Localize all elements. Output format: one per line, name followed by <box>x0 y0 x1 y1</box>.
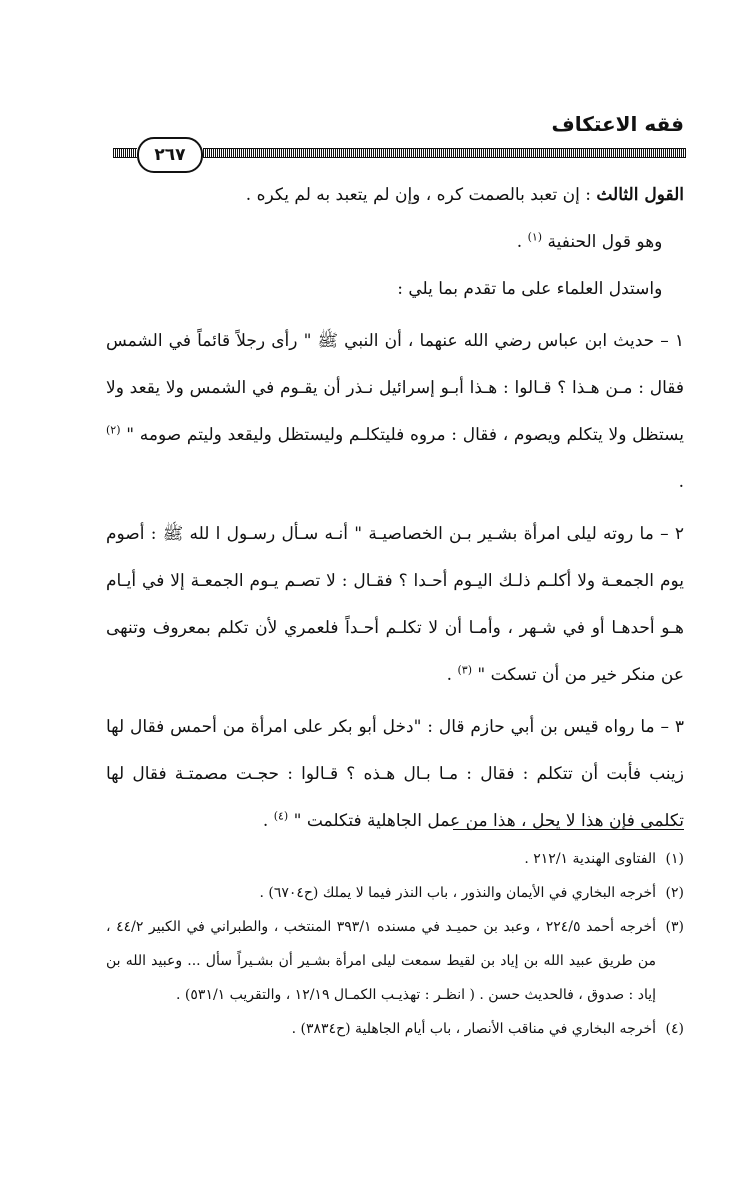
hanafi-paragraph <box>106 219 684 266</box>
evidence-item-end: . <box>262 811 269 831</box>
footnote-2 <box>106 876 684 910</box>
third-opinion-paragraph <box>106 172 684 219</box>
footnote-ref-2: (٢) <box>106 423 121 437</box>
footnote-number: (٤) <box>665 1021 684 1037</box>
evidence-item-1 <box>106 318 684 506</box>
evidence-intro <box>106 266 684 313</box>
evidence-item-3 <box>106 704 684 845</box>
footnote-ref-4: (٤) <box>273 809 289 823</box>
footnote-text: أخرجه البخاري في الأيمان والنذور ، باب النذر فيما لا يملك (ح٦٧٠٤) . <box>259 885 656 901</box>
footnote-number: (٢) <box>665 885 684 901</box>
hanafi-text: وهو قول الحنفية <box>547 232 663 252</box>
footnote-number: (٣) <box>665 919 684 935</box>
evidence-item-text: ٢ – ما روته ليلى امرأة بشـير بـن الخصاصيـة " أنـه سـأل رسـول ا لله ﷺ : أصوم يوم الجمعـة ولا أكلـم ذلـك اليـوم أحـدا ؟ فقـال : لا تصـم يـوم الجمعـة إلا في أيـام هـو أحدهـا أو في شـهر ، وأمـا أن لا تكلـم أحـداً فلعمري لأن تكلم بمعروف وتنهى عن منكر خير من أن تسكت " <box>106 524 684 685</box>
footnote-ref-3: (٣) <box>457 663 472 677</box>
evidence-item-text: ٣ – ما رواه قيس بن أبي حازم قال : "دخل أبو بكر على امرأة من أحمس فقال لها زينب فأبت أن تتكلم : فقال : مـا بـال هـذه ؟ قـالوا : حجـت مصمتـة فقال لها تكلمي فإن هذا لا يحل ، هذا من عمل الجاهلية فتكلمت " <box>106 717 684 831</box>
footnote-text: أخرجه أحمد ٢٢٤/٥ ، وعبد بن حميـد في مسنده ٣٩٣/١ المنتخب ، والطبراني في الكبير ٤٤/٢ ، من طريق عبيد الله بن إياد بن لقيط سمعت ليلى امرأة بشـير أن بشـيراً سأل ... وعبيد الله بن إياد : صدوق ، فالحديث حسن . ( انظـر : تهذيـب الكمـال ١٢/١٩ ، والتقريب ٥٣١/١) . <box>106 919 657 1003</box>
main-text <box>106 172 684 845</box>
running-header-title: فقه الاعتكاف <box>551 112 684 136</box>
third-opinion-label: القول الثالث <box>596 185 684 205</box>
footnote-1 <box>106 842 684 876</box>
footnote-3 <box>106 910 684 1012</box>
header-rule-left <box>113 148 137 158</box>
footnote-4 <box>106 1012 684 1046</box>
footnote-separator <box>453 829 684 830</box>
footnotes <box>106 842 684 1046</box>
footnote-text: أخرجه البخاري في مناقب الأنصار ، باب أيام الجاهلية (ح٣٨٣٤) . <box>291 1021 656 1037</box>
evidence-item-text: ١ – حديث ابن عباس رضي الله عنهما ، أن النبي ﷺ " رأى رجلاً قائماً في الشمس فقال : مـن هـذا ؟ قـالوا : هـذا أبـو إسرائيل نـذر أن يقـوم في الشمس ولا يقعد ولا يستظل ولا يتكلم ويصوم ، فقال : مروه فليتكلـم وليستظل وليقعد وليتم صومه " <box>106 331 684 445</box>
footnote-number: (١) <box>665 851 684 867</box>
page-number: ٢٦٧ <box>137 137 203 173</box>
evidence-item-2 <box>106 511 684 699</box>
hanafi-end: . <box>516 232 523 252</box>
evidence-intro-text: واستدل العلماء على ما تقدم بما يلي : <box>397 279 663 299</box>
header-rule-right <box>203 148 686 158</box>
evidence-item-end: . <box>678 472 684 492</box>
footnote-ref-1: (١) <box>527 230 543 244</box>
third-opinion-text: : إن تعبد بالصمت كره ، وإن لم يتعبد به لم يكره . <box>245 185 591 205</box>
footnote-text: الفتاوى الهندية ٢١٢/١ . <box>524 851 656 867</box>
evidence-item-end: . <box>446 665 453 685</box>
